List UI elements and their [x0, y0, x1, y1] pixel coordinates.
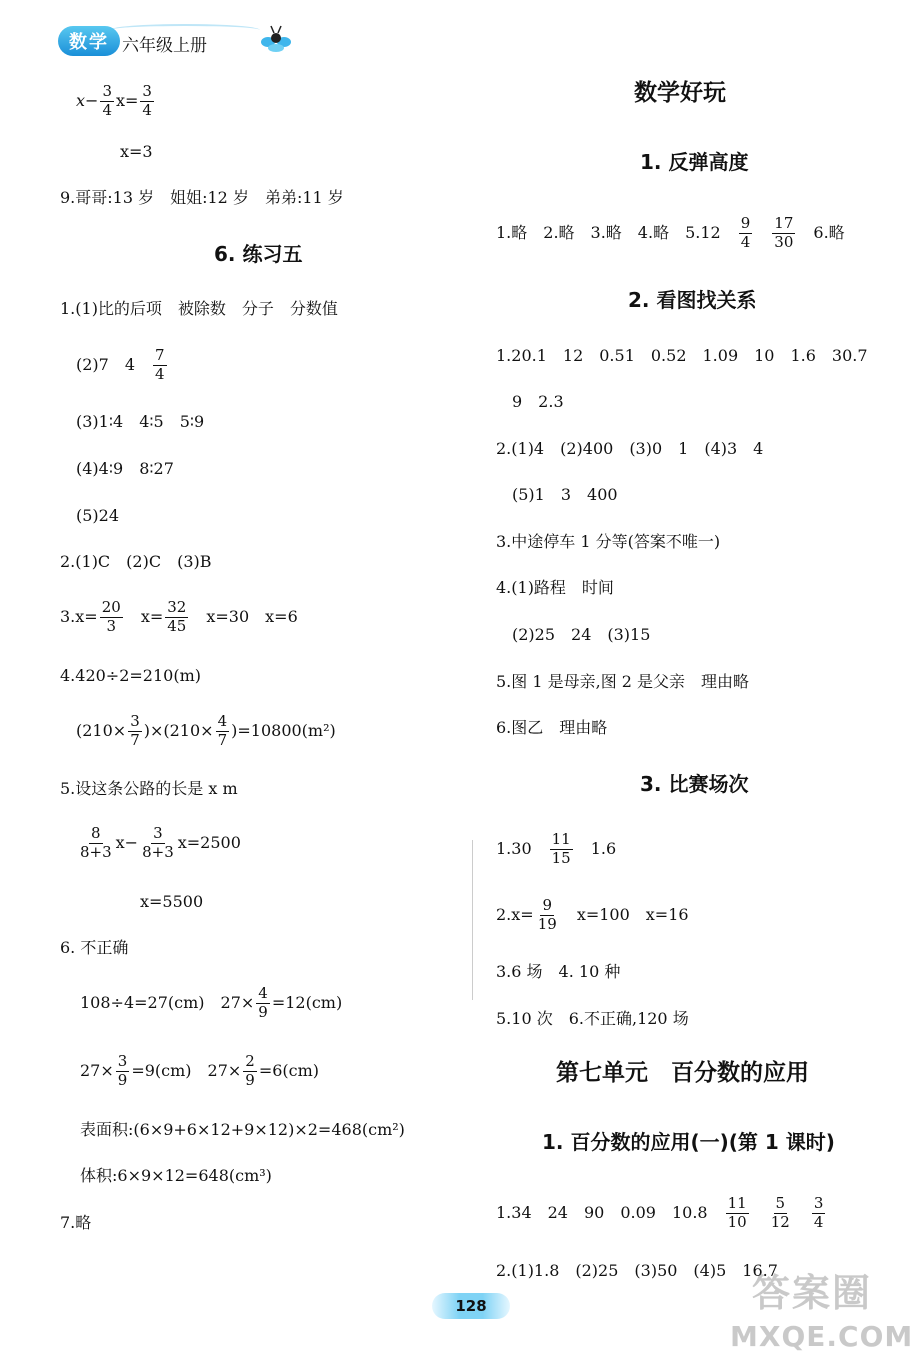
- fraction: [726, 1196, 749, 1231]
- fraction: [216, 714, 230, 749]
- fraction-numerator: 8: [91, 824, 101, 842]
- answer-line: $\frac{8}{8+3}$ x− $\frac{3}{8+3}$ x=2500: [80, 824, 241, 861]
- chapter-heading: 数学好玩: [634, 80, 726, 106]
- answer-line-2: x=3: [120, 142, 153, 161]
- watermark: 答案圈 MXQE.COM: [730, 1271, 914, 1353]
- fraction-numerator: 4: [217, 712, 228, 730]
- fraction-numerator: 11: [551, 830, 571, 848]
- fraction-denominator: 12: [770, 1212, 790, 1231]
- answer-line-1: x− $\frac{3}{4}$ x= $\frac{3}{4}$: [76, 82, 152, 119]
- answer-line: 4.(1)路程 时间: [496, 578, 614, 597]
- answer-line: (5)24: [76, 506, 120, 525]
- answer-line: 7.略: [60, 1213, 92, 1232]
- answer-line: 5.图 1 是母亲,图 2 是父亲 理由略: [496, 672, 750, 691]
- answer-line: 3.中途停车 1 分等(答案不唯一): [496, 532, 721, 551]
- fraction-numerator: 3: [813, 1194, 824, 1212]
- fraction-denominator: 9: [245, 1070, 255, 1089]
- answer-line: 2.(1)C (2)C (3)B: [60, 552, 212, 571]
- fraction-numerator: 3: [130, 712, 140, 730]
- answer-line: 2.x= $\frac{9}{19}$ x=100 x=16: [496, 896, 689, 933]
- answer-line: 1.20.1 12 0.51 0.52 1.09 10 1.6 30.7: [496, 346, 868, 365]
- fraction: [128, 714, 142, 749]
- fraction: [550, 832, 573, 867]
- fraction-denominator: 4: [740, 232, 751, 251]
- fraction-denominator: 9: [117, 1070, 128, 1089]
- fraction-denominator: 45: [167, 616, 187, 635]
- fraction: [116, 1054, 130, 1089]
- fraction-denominator: 7: [217, 730, 228, 749]
- fraction-numerator: 5: [775, 1194, 786, 1212]
- fraction: [812, 1196, 826, 1231]
- fraction-numerator: 32: [167, 598, 187, 616]
- section-heading: 2. 看图找关系: [628, 288, 757, 312]
- answer-line: 3.6 场 4. 10 种: [496, 962, 621, 981]
- answer-line: 表面积:(6×9+6×12+9×12)×2=468(cm²): [80, 1120, 405, 1139]
- fraction: [769, 1196, 792, 1231]
- fraction: [739, 216, 753, 251]
- answer-line: 体积:6×9×12=648(cm³): [80, 1166, 272, 1185]
- fraction-denominator: 3: [106, 616, 117, 635]
- fraction-numerator: 3: [117, 1052, 128, 1070]
- column-divider: [472, 840, 473, 1000]
- fraction-numerator: 9: [542, 896, 553, 914]
- answer-line: x=5500: [140, 892, 204, 911]
- fraction: [536, 898, 559, 933]
- fraction: [100, 84, 114, 119]
- fraction-denominator: 15: [551, 848, 571, 867]
- answer-line: (3)1∶4 4∶5 5∶9: [76, 412, 205, 431]
- answer-line: (2)7 4 $\frac{7}{4}$: [76, 346, 165, 383]
- answer-line: 5.10 次 6.不正确,120 场: [496, 1009, 689, 1028]
- answer-line: 6.图乙 理由略: [496, 718, 608, 737]
- answer-line: 9 2.3: [512, 392, 564, 411]
- fraction-numerator: 17: [774, 214, 794, 232]
- subject-badge: 数学: [58, 26, 120, 56]
- section-heading: 1. 反弹高度: [640, 150, 749, 174]
- fraction-denominator: 4: [813, 1212, 824, 1231]
- answer-line: 5.设这条公路的长是 x m: [60, 779, 238, 798]
- answer-line: (4)4∶9 8∶27: [76, 459, 174, 478]
- answer-line: 1.(1)比的后项 被除数 分子 分数值: [60, 299, 338, 318]
- fraction-numerator: 2: [245, 1052, 255, 1070]
- fraction: [140, 84, 154, 119]
- fraction-denominator: 30: [774, 232, 794, 251]
- fraction-denominator: 7: [130, 730, 140, 749]
- grade-label: 六年级上册: [122, 36, 207, 56]
- fraction: [165, 600, 188, 635]
- fraction-numerator: 11: [727, 1194, 747, 1212]
- fraction-denominator: 4: [102, 100, 112, 119]
- fraction: [243, 1054, 257, 1089]
- answer-line: 2.(1)1.8 (2)25 (3)50 (4)5 16.7: [496, 1261, 778, 1280]
- answer-line: 1.30 $\frac{11}{15}$ 1.6: [496, 830, 617, 867]
- fraction: [256, 986, 270, 1021]
- fraction-numerator: 7: [155, 346, 165, 364]
- answer-9: 9.哥哥:13 岁 姐姐:12 岁 弟弟:11 岁: [60, 188, 344, 207]
- lesson-heading: 1. 百分数的应用(一)(第 1 课时): [542, 1130, 835, 1154]
- fraction-denominator: 4: [142, 100, 152, 119]
- fraction-denominator: 9: [258, 1002, 268, 1021]
- fraction: [100, 600, 123, 635]
- fraction-numerator: 3: [142, 82, 152, 100]
- answer-line: 2.(1)4 (2)400 (3)0 1 (4)3 4: [496, 439, 764, 458]
- unit-heading: 第七单元 百分数的应用: [556, 1060, 809, 1086]
- fraction-numerator: 3: [153, 824, 163, 842]
- fraction-numerator: 20: [101, 598, 121, 616]
- answer-line: 4.420÷2=210(m): [60, 666, 201, 685]
- answer-line: 1.34 24 90 0.09 10.8 $\frac{11}{10}$ $\frac{5}{12}$ $\frac{3}{4}$: [496, 1194, 824, 1231]
- fraction: [153, 348, 167, 383]
- fraction: [772, 216, 795, 251]
- answer-line: 3.x= $\frac{20}{3}$ x= $\frac{32}{45}$ x=30 x=6: [60, 598, 298, 635]
- fraction: [140, 826, 176, 861]
- fraction-denominator: 10: [727, 1212, 747, 1231]
- bee-icon: [256, 22, 296, 56]
- section-heading: 6. 练习五: [214, 242, 303, 266]
- answer-line: 1.略 2.略 3.略 4.略 5.12 $\frac{9}{4}$ $\frac{17}{30}$ 6.略: [496, 214, 845, 251]
- fraction: [78, 826, 114, 861]
- fraction-numerator: 4: [258, 984, 268, 1002]
- answer-line: 27× $\frac{3}{9}$ =9(cm) 27× $\frac{2}{9}$ =6(cm): [80, 1052, 320, 1089]
- section-heading: 3. 比赛场次: [640, 772, 749, 796]
- page-header: [50, 22, 310, 62]
- answer-line: (5)1 3 400: [512, 485, 618, 504]
- answer-line: (2)25 24 (3)15: [512, 625, 651, 644]
- fraction-denominator: 8+3: [142, 842, 174, 861]
- answer-line: 108÷4=27(cm) 27× $\frac{4}{9}$ =12(cm): [80, 984, 343, 1021]
- fraction-denominator: 8+3: [80, 842, 112, 861]
- page-number: 128: [432, 1293, 510, 1319]
- fraction-denominator: 4: [155, 364, 165, 383]
- fraction-numerator: 3: [102, 82, 112, 100]
- fraction-numerator: 9: [740, 214, 751, 232]
- answer-line: (210× $\frac{3}{7}$ )×(210× $\frac{4}{7}$ )=10800(m²): [76, 712, 336, 749]
- answer-line: 6. 不正确: [60, 938, 129, 957]
- fraction-denominator: 19: [537, 914, 557, 933]
